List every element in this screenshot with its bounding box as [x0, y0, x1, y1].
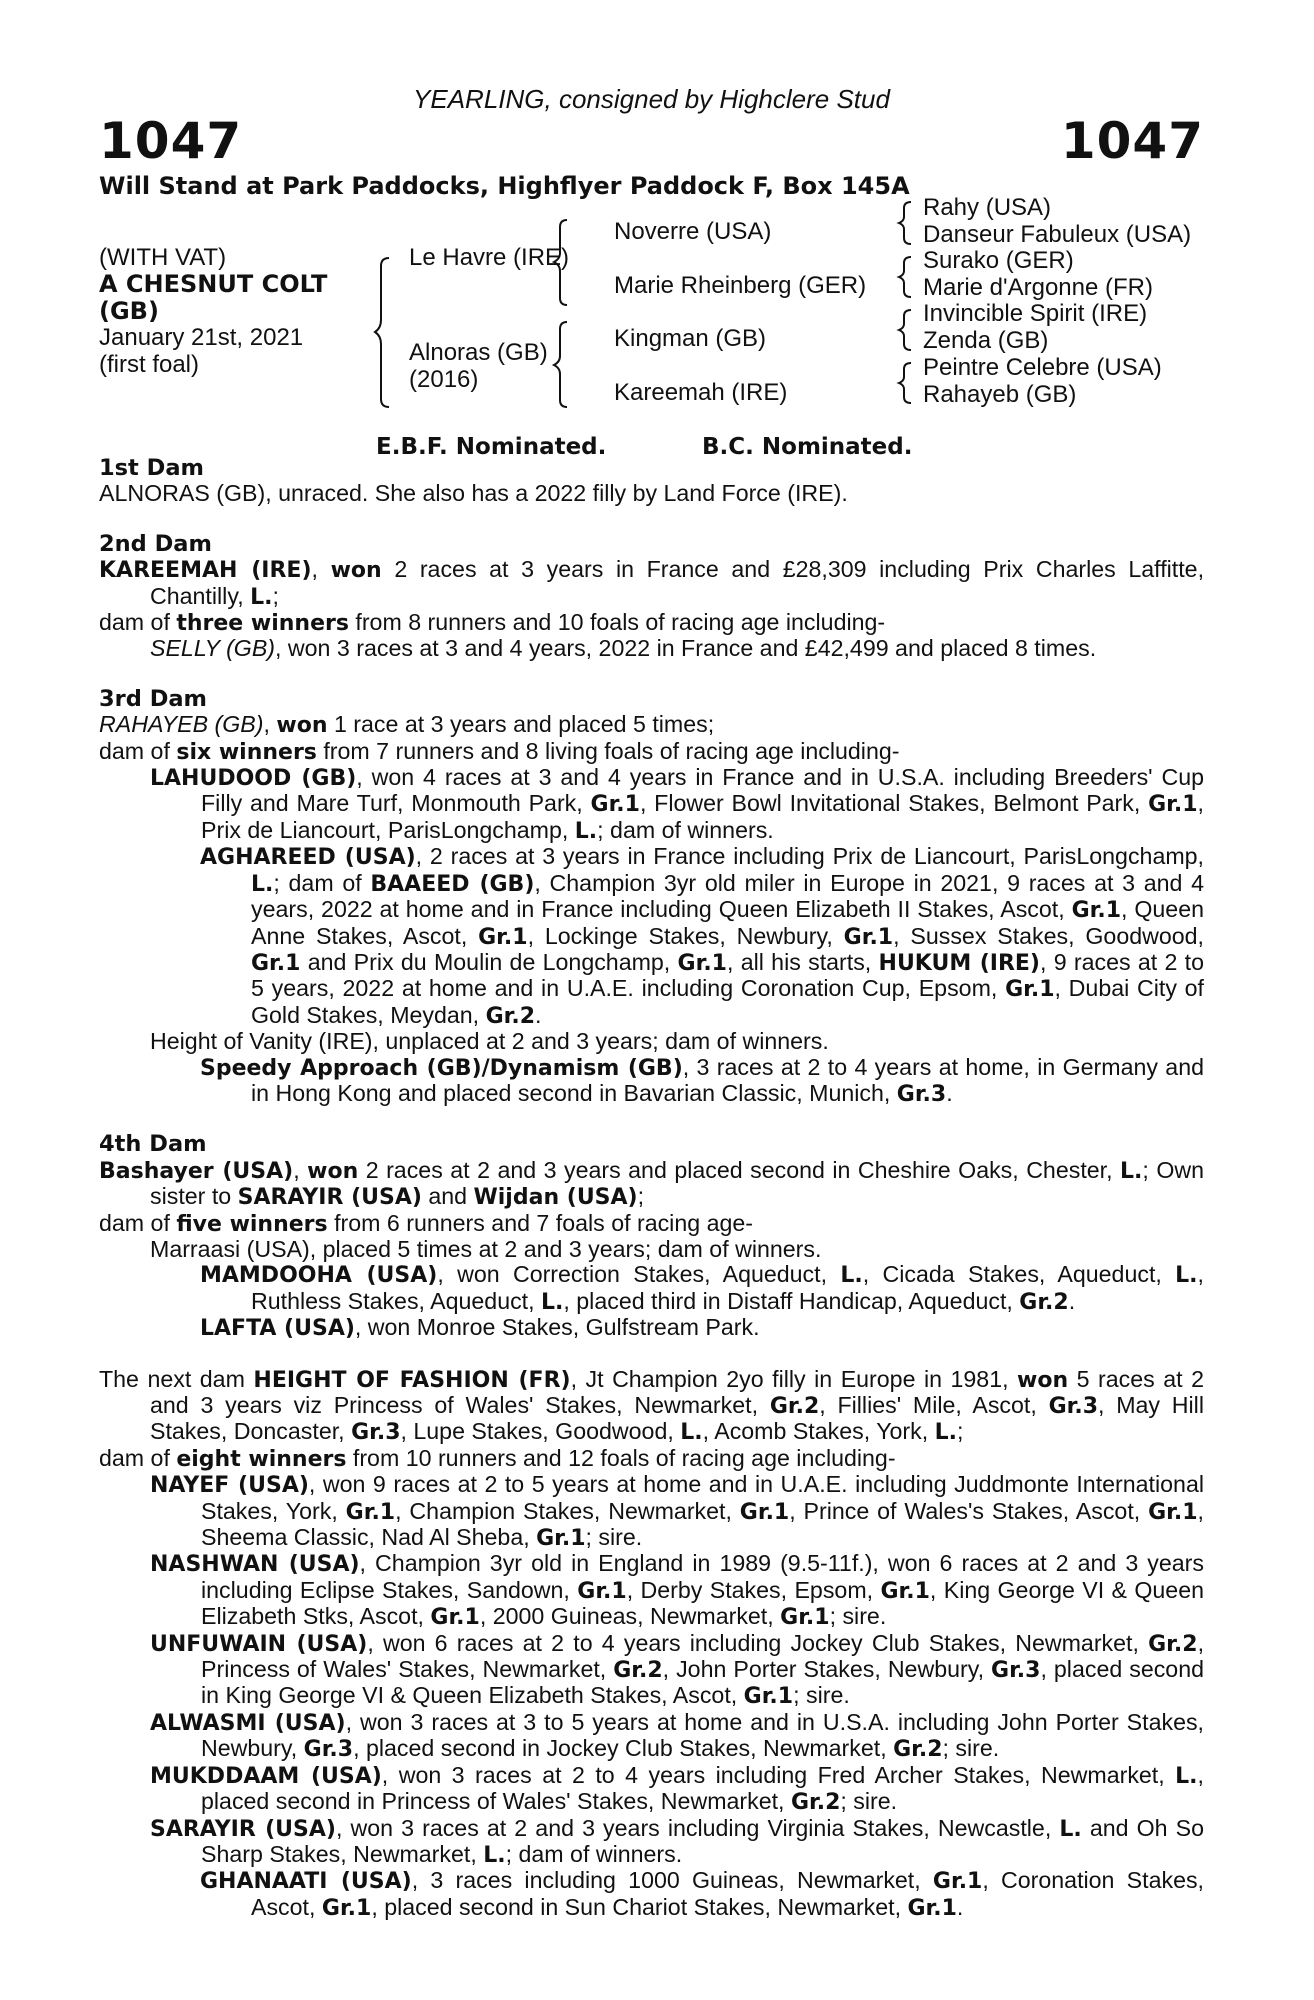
text: 2 races at 2 and 3 years and placed second in Cheshire Oaks, Chester,	[358, 1156, 1121, 1183]
record-paragraph	[99, 1816, 1204, 1869]
text: , Flower Bowl Invitational Stakes, Belmont Park,	[639, 790, 1149, 817]
bold-text: Gr.1	[739, 1499, 790, 1525]
text: ALNORAS (GB), unraced. She also has a 2022 filly by Land Force (IRE).	[99, 480, 848, 507]
text: , John Porter Stakes, Newbury,	[662, 1656, 992, 1683]
text: 5 races at 2 and 3 years viz Princess of Wales' Stakes, Newmarket,	[150, 1365, 1204, 1418]
text: , 2 races at 3 years in France including Prix de Liancourt, ParisLongchamp,	[415, 843, 1204, 870]
dam-section	[99, 1107, 1204, 1341]
dam-sire-name: Kingman (GB)	[614, 325, 767, 352]
text: .	[946, 1079, 953, 1106]
bold-text: AGHAREED (USA)	[200, 845, 416, 871]
text: 1 race at 3 years and placed 5 times;	[327, 711, 715, 738]
bold-text: Gr.1	[577, 1578, 627, 1604]
bold-text: NAYEF (USA)	[150, 1473, 309, 1499]
text: ,	[293, 1156, 308, 1183]
text: , placed second in King George VI & Queen Elizabeth Stakes, Ascot,	[201, 1656, 1204, 1709]
bold-text: HUKUM (IRE)	[878, 950, 1040, 976]
horse-name: A CHESNUT COLT	[99, 270, 328, 298]
bold-text: GHANAATI (USA)	[200, 1869, 412, 1895]
bold-text: won	[330, 558, 382, 584]
dam-section	[99, 456, 1204, 507]
g3-name: Marie d'Argonne (FR)	[923, 274, 1153, 301]
bold-text: eight winners	[176, 1446, 347, 1472]
produce-record	[99, 456, 1204, 1921]
text: , Derby Stakes, Epsom,	[626, 1576, 881, 1603]
text: , Lockinge Stakes, Newbury,	[527, 922, 844, 949]
dam-name: Alnoras (GB)	[409, 339, 548, 366]
sire-dam-name: Marie Rheinberg (GER)	[614, 272, 867, 299]
text: ; Own sister to	[150, 1156, 1205, 1210]
record-paragraph	[99, 610, 1204, 636]
foal-note: (first foal)	[99, 351, 200, 378]
text: ; dam of winners.	[505, 1840, 683, 1867]
bold-text: KAREEMAH (IRE)	[99, 558, 312, 584]
bold-text: L.	[250, 584, 273, 610]
bold-text: Gr.3	[303, 1737, 354, 1763]
text: , won 3 races at 2 and 3 years including Virginia Stakes, Newcastle,	[335, 1814, 1060, 1841]
text: , Jt Champion 2yo filly in Europe in 1981,	[570, 1365, 1018, 1392]
sire-name: Le Havre (IRE)	[409, 244, 570, 271]
bold-text: Gr.1	[478, 924, 528, 950]
record-paragraph	[99, 1158, 1204, 1211]
text: Marraasi (USA), placed 5 times at 2 and 3 years; dam of winners.	[150, 1235, 822, 1262]
text: ,	[311, 556, 331, 583]
bold-text: Gr.1	[430, 1605, 480, 1631]
bold-text: Gr.1	[1071, 898, 1122, 924]
text: 2 races at 3 years in France and £28,309 including Prix Charles Laffitte, Chantilly,	[150, 556, 1205, 609]
bold-text: Gr.2	[1019, 1289, 1069, 1315]
sire-sire-name: Noverre (USA)	[614, 218, 772, 245]
g3-name: Zenda (GB)	[923, 327, 1049, 354]
text: from 7 runners and 8 living foals of racing age including-	[316, 737, 900, 764]
italic-text: SELLY (GB)	[150, 635, 276, 662]
bold-text: five winners	[176, 1211, 328, 1237]
text: , won 4 races at 3 and 4 years in France and in U.S.A. including Breeders' Cup Filly and Mare Turf, Monmouth Park,	[201, 764, 1205, 817]
vat-label: (WITH VAT)	[99, 244, 227, 271]
bold-text: Bashayer (USA)	[99, 1158, 294, 1184]
text: , won Monroe Stakes, Gulfstream Park.	[354, 1314, 760, 1341]
lot-number-right: 1047	[1060, 112, 1204, 170]
section-gap	[99, 662, 1204, 687]
bold-text: L.	[1059, 1816, 1082, 1842]
pedigree-table	[99, 194, 1204, 425]
bold-text: Gr.3	[1048, 1394, 1098, 1419]
record-paragraph	[99, 1262, 1204, 1315]
bold-text: Gr.1	[251, 950, 301, 976]
bold-text: L.	[574, 818, 598, 844]
text: The next dam	[99, 1365, 254, 1392]
text: and Oh So Sharp Stakes, Newmarket,	[201, 1814, 1205, 1867]
text: .	[956, 1893, 964, 1920]
record-paragraph	[99, 1551, 1204, 1630]
bold-text: Gr.2	[485, 1003, 536, 1029]
bold-text: Gr.2	[1148, 1631, 1198, 1657]
bold-text: won	[276, 713, 328, 739]
bold-text: Gr.2	[893, 1737, 943, 1763]
bold-text: Gr.1	[907, 1895, 957, 1921]
record-paragraph	[99, 765, 1204, 844]
text: , Dubai City of Gold Stakes, Meydan,	[251, 975, 1204, 1028]
bold-text: Gr.3	[896, 1081, 947, 1107]
text: dam of	[99, 1209, 177, 1236]
italic-text: RAHAYEB (GB)	[99, 711, 264, 738]
ebf-nomination: E.B.F. Nominated.	[376, 434, 607, 460]
bold-text: won	[1017, 1367, 1069, 1393]
text: , Champion 3yr old in England in 1989 (9.5-11f.), won 6 races at 2 and 3 years including Eclipse Stakes, Sandown,	[201, 1550, 1204, 1603]
bold-text: L.	[840, 1263, 863, 1289]
bold-text: ALWASMI (USA)	[150, 1710, 346, 1736]
text: dam of	[99, 737, 177, 764]
g3-name: Peintre Celebre (USA)	[923, 354, 1162, 381]
text: , Lupe Stakes, Goodwood,	[400, 1418, 681, 1445]
text: , Princess of Wales' Stakes, Newmarket,	[201, 1629, 1205, 1683]
stand-location: Will Stand at Park Paddocks, Highflyer Paddock F, Box 145A	[99, 172, 910, 200]
text: , Sheema Classic, Nad Al Sheba,	[201, 1497, 1204, 1551]
bold-text: LAHUDOOD (GB)	[150, 766, 357, 792]
text: from 6 runners and 7 foals of racing age-	[327, 1209, 753, 1236]
bold-text: UNFUWAIN (USA)	[150, 1631, 368, 1657]
dam-section	[99, 507, 1204, 662]
bold-text: L.	[251, 871, 274, 897]
bold-text: six winners	[176, 739, 317, 765]
text: dam of	[99, 609, 177, 636]
text: ; sire.	[829, 1603, 887, 1630]
bold-text: Gr.2	[613, 1658, 663, 1684]
text: ; sire.	[585, 1524, 643, 1551]
text: ;	[957, 1418, 964, 1445]
bold-text: Gr.1	[780, 1605, 830, 1631]
record-paragraph	[99, 557, 1204, 610]
consignment-line: YEARLING, consigned by Highclere Stud	[413, 84, 890, 114]
section-gap	[99, 1107, 1204, 1132]
text: , Queen Anne Stakes, Ascot,	[251, 896, 1204, 949]
bold-text: Gr.1	[1148, 792, 1198, 818]
record-paragraph	[99, 739, 1204, 765]
text: , Champion 3yr old miler in Europe in 2021, 9 races at 3 and 4 years, 2022 at home and in France including Queen Elizabeth II Stakes, Ascot,	[251, 869, 1205, 923]
bold-text: MAMDOOHA (USA)	[200, 1263, 438, 1289]
record-paragraph	[99, 1367, 1204, 1446]
text: , won 3 races at 3 and 4 years, 2022 in France and £42,499 and placed 8 times.	[275, 635, 1097, 662]
bold-text: Gr.1	[590, 792, 640, 818]
foaling-date: January 21st, 2021	[99, 324, 304, 351]
dam-dam-name: Kareemah (IRE)	[614, 379, 788, 406]
g3-name: Rahayeb (GB)	[923, 381, 1077, 408]
text: ;	[637, 1183, 645, 1210]
record-paragraph	[99, 1631, 1204, 1710]
horse-country: (GB)	[99, 297, 159, 325]
bold-text: Gr.1	[677, 950, 727, 976]
text: , Sussex Stakes, Goodwood,	[893, 922, 1204, 949]
text: , won Correction Stakes, Aqueduct,	[437, 1261, 841, 1288]
text: ; dam of winners.	[597, 816, 774, 843]
text: , 9 races at 2 to 5 years, 2022 at home and in U.A.E. including Coronation Cup, Epsom,	[251, 948, 1205, 1002]
text: , won 9 races at 2 to 5 years at home and in U.A.E. including Juddmonte International Stakes, York,	[201, 1471, 1204, 1524]
bc-nomination: B.C. Nominated.	[702, 434, 913, 460]
record-paragraph	[99, 636, 1204, 661]
record-paragraph	[99, 481, 1204, 506]
bold-text: NASHWAN (USA)	[150, 1552, 360, 1578]
bold-text: L.	[1175, 1763, 1198, 1789]
bold-text: Gr.1	[932, 1869, 983, 1895]
text: ; sire.	[942, 1735, 1000, 1762]
dam-year: (2016)	[409, 366, 479, 393]
section-heading: 3rd Dam	[99, 685, 207, 712]
record-paragraph	[99, 1763, 1204, 1816]
text: dam of	[99, 1444, 177, 1471]
bold-text: won	[307, 1158, 359, 1184]
text: and Prix du Moulin de Longchamp,	[300, 948, 678, 975]
bold-text: Gr.2	[769, 1394, 820, 1419]
bold-text: three winners	[176, 611, 349, 637]
section-heading: 1st Dam	[99, 455, 204, 481]
dam-section	[99, 1342, 1204, 1922]
section-gap	[99, 1342, 1204, 1367]
text: , all his starts,	[726, 948, 879, 975]
text: , 2000 Guineas, Newmarket,	[479, 1603, 781, 1630]
dam-section	[99, 662, 1204, 1108]
section-heading: 4th Dam	[99, 1131, 207, 1158]
bold-text: Gr.1	[536, 1526, 586, 1552]
text: , Acomb Stakes, York,	[702, 1418, 935, 1445]
bold-text: Gr.1	[1005, 977, 1055, 1003]
record-paragraph	[99, 1237, 1204, 1262]
record-paragraph	[99, 844, 1204, 1029]
text: .	[1068, 1287, 1076, 1314]
text: , won 3 races at 3 to 5 years at home and in U.S.A. including John Porter Stakes, Newbury,	[201, 1708, 1204, 1762]
record-paragraph	[99, 1710, 1204, 1763]
text: , 3 races including 1000 Guineas, Newmarket,	[411, 1867, 933, 1894]
bold-text: Gr.1	[880, 1578, 930, 1604]
bold-text: Gr.1	[843, 924, 894, 950]
lot-number-left: 1047	[99, 112, 243, 170]
text: , Prix de Liancourt, ParisLongchamp,	[201, 790, 1204, 843]
text: and	[421, 1183, 474, 1210]
g3-name: Invincible Spirit (IRE)	[923, 300, 1148, 327]
record-paragraph	[99, 1472, 1204, 1551]
record-paragraph	[99, 1055, 1204, 1108]
bold-text: Gr.2	[790, 1790, 841, 1816]
text: , Coronation Stakes, Ascot,	[251, 1867, 1205, 1920]
bold-text: Gr.1	[345, 1499, 396, 1525]
bold-text: SARAYIR (USA)	[150, 1816, 336, 1842]
bold-text: BAAEED (GB)	[370, 871, 535, 897]
g3-name: Danseur Fabuleux (USA)	[923, 221, 1192, 248]
text: from 10 runners and 12 foals of racing age including-	[346, 1444, 896, 1471]
bold-text: L.	[680, 1420, 703, 1446]
bold-text: Gr.1	[321, 1895, 372, 1921]
bold-text: LAFTA (USA)	[200, 1316, 355, 1342]
text: , placed second in Sun Chariot Stakes, Newmarket,	[371, 1893, 908, 1920]
record-paragraph	[99, 712, 1204, 738]
record-paragraph	[99, 1211, 1204, 1237]
text: , won 6 races at 2 to 4 years including Jockey Club Stakes, Newmarket,	[367, 1629, 1149, 1656]
text: , Ruthless Stakes, Aqueduct,	[251, 1261, 1204, 1314]
bold-text: Speedy Approach (GB)/Dynamism (GB)	[200, 1055, 683, 1081]
text: , Fillies' Mile, Ascot,	[819, 1392, 1049, 1418]
section-gap	[99, 507, 1204, 532]
record-paragraph	[99, 1868, 1204, 1921]
text: ; sire.	[793, 1682, 850, 1709]
text: , 3 races at 2 to 4 years at home, in Germany and in Hong Kong and placed second in Bavarian Classic, Munich,	[251, 1053, 1204, 1106]
record-paragraph	[99, 1315, 1204, 1341]
text: ; sire.	[840, 1788, 898, 1815]
bold-text: Gr.3	[351, 1420, 401, 1446]
bold-text: MUKDDAAM (USA)	[150, 1763, 382, 1789]
bold-text: L.	[1120, 1158, 1143, 1184]
bold-text: L.	[934, 1420, 958, 1446]
g3-name: Surako (GER)	[923, 247, 1074, 274]
bold-text: Gr.1	[1148, 1499, 1198, 1525]
text: , placed second in Jockey Club Stakes, Newmarket,	[353, 1735, 894, 1762]
text: , Cicada Stakes, Aqueduct,	[862, 1261, 1176, 1288]
text: Height of Vanity (IRE), unplaced at 2 and 3 years; dam of winners.	[150, 1028, 829, 1055]
text: , May Hill Stakes, Doncaster,	[150, 1392, 1204, 1445]
bold-text: Gr.1	[743, 1684, 794, 1710]
bold-text: L.	[1175, 1263, 1198, 1289]
g3-name: Rahy (USA)	[923, 194, 1052, 221]
text: ,	[263, 711, 277, 738]
bold-text: Wijdan (USA)	[473, 1185, 638, 1211]
bold-text: HEIGHT OF FASHION (FR)	[253, 1367, 571, 1393]
text: , placed second in Princess of Wales' Stakes, Newmarket,	[201, 1761, 1204, 1815]
text: .	[535, 1001, 542, 1028]
text: , Champion Stakes, Newmarket,	[395, 1497, 740, 1524]
bold-text: Gr.3	[991, 1658, 1041, 1684]
text: , won 3 races at 2 to 4 years including Fred Archer Stakes, Newmarket,	[381, 1761, 1176, 1788]
bold-text: L.	[541, 1289, 564, 1315]
bold-text: SARAYIR (USA)	[237, 1185, 422, 1211]
text: ; dam of	[273, 869, 371, 896]
text: ;	[272, 582, 279, 609]
text: , placed third in Distaff Handicap, Aqueduct,	[563, 1287, 1020, 1314]
section-heading: 2nd Dam	[99, 530, 212, 557]
record-paragraph	[99, 1029, 1204, 1054]
text: from 8 runners and 10 foals of racing age including-	[348, 609, 886, 636]
text: , King George VI & Queen Elizabeth Stks, Ascot,	[201, 1576, 1204, 1630]
text: , Prince of Wales's Stakes, Ascot,	[789, 1497, 1149, 1524]
record-paragraph	[99, 1446, 1204, 1472]
bold-text: L.	[483, 1842, 506, 1868]
